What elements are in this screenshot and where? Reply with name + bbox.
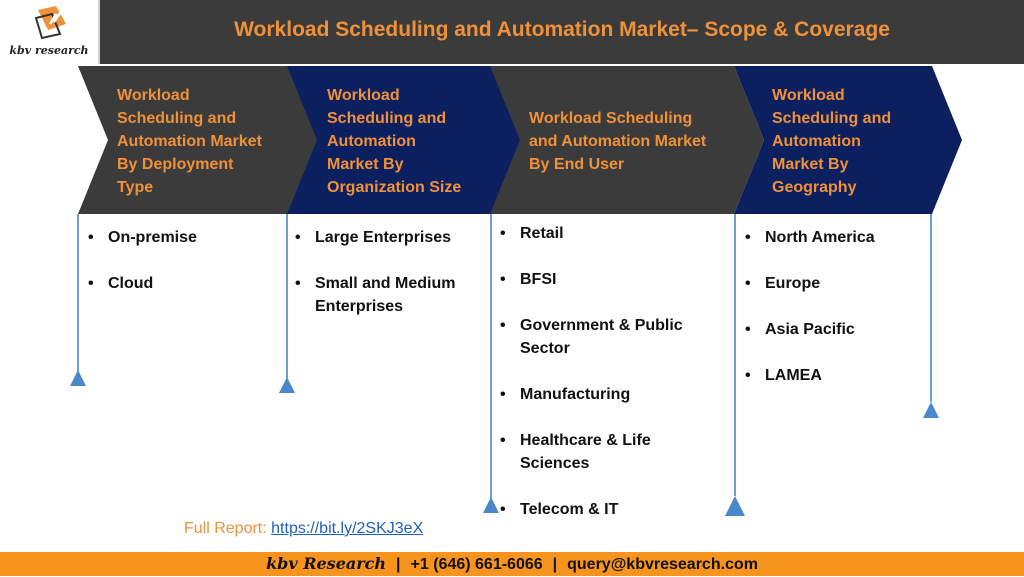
connector-line-2 — [286, 214, 288, 378]
connector-line-3 — [490, 214, 492, 498]
list-item: • Large Enterprises — [293, 226, 483, 249]
list-item: • Retail — [498, 222, 718, 245]
connector-line-1 — [77, 214, 79, 372]
footer-bar — [0, 552, 1024, 576]
logo-icon — [32, 4, 72, 42]
header-bar — [0, 0, 1024, 64]
list-end-user — [498, 222, 718, 544]
full-report — [184, 520, 423, 538]
list-item: • LAMEA — [743, 364, 923, 387]
footer-email[interactable]: query@kbvresearch.com — [567, 556, 758, 573]
connector-line-5 — [930, 214, 932, 402]
full-report-label: Full Report: — [184, 520, 267, 537]
logo[interactable] — [0, 0, 100, 64]
logo-text: kbv research — [9, 44, 89, 57]
list-item: • Asia Pacific — [743, 318, 923, 341]
footer-phone[interactable]: +1 (646) 661-6066 — [410, 556, 543, 573]
segment-heading-deployment: Workload Scheduling and Automation Market By Deployment Type — [117, 87, 262, 196]
list-item: • Manufacturing — [498, 383, 718, 406]
list-item: • BFSI — [498, 268, 718, 291]
page-title: Workload Scheduling and Automation Market– Scope & Coverage — [234, 18, 890, 41]
list-organization — [293, 226, 483, 341]
connector-line-4 — [734, 214, 736, 496]
footer-separator: | — [396, 556, 401, 573]
list-item: • Healthcare & Life Sciences — [498, 429, 718, 475]
arrow-up-icon — [70, 370, 86, 386]
arrow-up-icon — [725, 496, 745, 516]
list-item: • Telecom & IT — [498, 498, 718, 521]
arrow-up-icon — [923, 402, 939, 418]
list-item: • Small and Medium Enterprises — [293, 272, 483, 318]
footer-separator: | — [552, 556, 558, 573]
segment-heading-geography: Workload Scheduling and Automation Market By Geography — [772, 87, 892, 196]
list-geography — [743, 226, 923, 410]
segment-heading-organization: Workload Scheduling and Automation Market By Organization Size — [327, 87, 462, 196]
list-deployment — [86, 226, 276, 318]
full-report-link[interactable]: https://bit.ly/2SKJ3eX — [271, 520, 424, 537]
list-item: • North America — [743, 226, 923, 249]
list-item: • Cloud — [86, 272, 276, 295]
list-item: • Government & Public Sector — [498, 314, 718, 360]
list-item: • Europe — [743, 272, 923, 295]
arrow-up-icon — [483, 497, 499, 513]
footer-brand: kbv Research — [266, 554, 387, 573]
arrow-up-icon — [279, 377, 295, 393]
segment-heading-end-user: Workload Scheduling and Automation Market By End User — [529, 110, 707, 173]
list-item: • On-premise — [86, 226, 276, 249]
